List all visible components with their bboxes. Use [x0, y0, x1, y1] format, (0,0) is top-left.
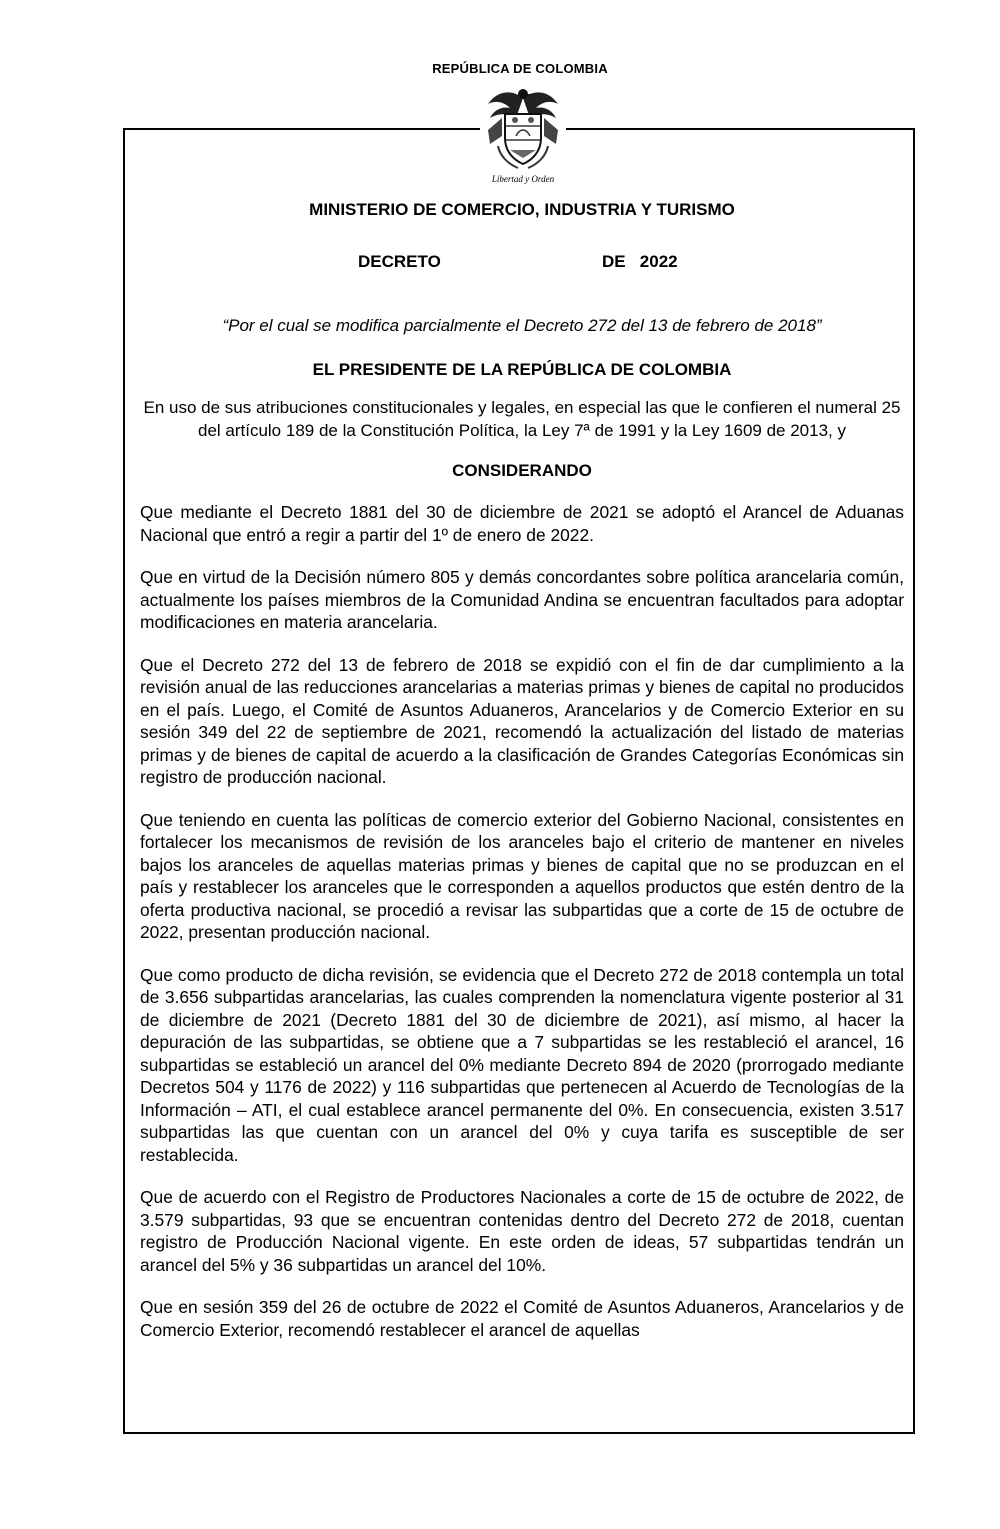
- paragraph: Que teniendo en cuenta las políticas de comercio exterior del Gobierno Nacional, consistentes en fortalecer los mecanismos de revisión de los aranceles bajo el criterio de mantener en niveles bajos los aranceles de aquellas materias primas y bienes de capital que no se produzcan en el país y restablecer los aranceles que le corresponden a aquellos productos que estén dentro de la oferta productiva nacional, se procedió a revisar las subpartidas que a corte de 15 de octubre de 2022, presentan producción nacional.: [140, 809, 904, 942]
- paragraph: Que en virtud de la Decisión número 805 y demás concordantes sobre política arancelaria común, actualmente los países miembros de la Comunidad Andina se encuentran facultados para adoptar modificaciones en materia arancelaria.: [140, 567, 904, 632]
- decree-line: [140, 252, 904, 274]
- document-frame: [123, 128, 915, 1434]
- ministry-title: MINISTERIO DE COMERCIO, INDUSTRIA Y TURISMO: [309, 200, 735, 219]
- crest-graphic: [480, 84, 566, 172]
- decree-subtitle: “Por el cual se modifica parcialmente el Decreto 272 del 13 de febrero de 2018”: [222, 316, 822, 335]
- decree-date: DE 2022: [602, 252, 678, 271]
- powers-statement: En uso de sus atribuciones constitucionales y legales, en especial las que le confieren el numeral 25 del artículo 189 de la Constitución Política, la Ley 7ª de 1991 y la Ley 1609 de 2013, y: [143, 398, 901, 440]
- paragraph: Que mediante el Decreto 1881 del 30 de diciembre de 2021 se adoptó el Arancel de Aduanas Nacional que entró a regir a partir del 1º de enero de 2022.: [140, 502, 904, 545]
- decree-label: DECRETO: [358, 252, 441, 271]
- president-heading: EL PRESIDENTE DE LA REPÚBLICA DE COLOMBIA: [312, 360, 732, 379]
- paragraph: Que el Decreto 272 del 13 de febrero de 2018 se expidió con el fin de dar cumplimiento a la revisión anual de las reducciones arancelarias a materias primas y bienes de capital no producidos en el país. Luego, el Comité de Asuntos Aduaneros, Arancelarios y de Comercio Exterior en su sesión 349 del 22 de septiembre de 2021, recomendó la actualización del listado de materias primas y de bienes de capital de acuerdo a la clasificación de Grandes Categorías Económicas sin registro de producción nacional.: [140, 654, 904, 787]
- document-body: [125, 130, 913, 1432]
- crest-motto: Libertad y Orden: [491, 174, 555, 184]
- country-header: REPÚBLICA DE COLOMBIA: [432, 61, 608, 76]
- paragraph: Que en sesión 359 del 26 de octubre de 2022 el Comité de Asuntos Aduaneros, Arancelarios y de Comercio Exterior, recomendó restablecer el arancel de aquellas: [140, 1297, 904, 1340]
- coat-of-arms-icon: [480, 84, 566, 184]
- paragraph: Que de acuerdo con el Registro de Productores Nacionales a corte de 15 de octubre de 2022, de 3.579 subpartidas, 93 que se encuentran contenidas dentro del Decreto 272 de 2018, cuentan registro de Producción Nacional vigente. En este orden de ideas, 57 subpartidas tendrán un arancel del 5% y 36 subpartidas un arancel del 10%.: [140, 1187, 904, 1275]
- paragraph: Que como producto de dicha revisión, se evidencia que el Decreto 272 de 2018 contempla un total de 3.656 subpartidas arancelarias, las cuales comprenden la nomenclatura vigente posterior al 31 de diciembre de 2021 (Decreto 1881 del 30 de diciembre de 2021), así mismo, al hacer la depuración de las subpartidas, se obtiene que a 7 subpartidas se les restableció el arancel, 16 subpartidas se estableció un arancel del 0% mediante Decreto 894 de 2020 (prorrogado mediante Decretos 504 y 1176 de 2022) y 116 subpartidas que pertenecen al Acuerdo de Tecnologías de la Información – ATI, el cual establece arancel permanente del 0%. En consecuencia, existen 3.517 subpartidas las que cuentan con un arancel del 0% y cuya tarifa es susceptible de ser restablecida.: [140, 964, 904, 1165]
- considerando-heading: CONSIDERANDO: [452, 461, 592, 480]
